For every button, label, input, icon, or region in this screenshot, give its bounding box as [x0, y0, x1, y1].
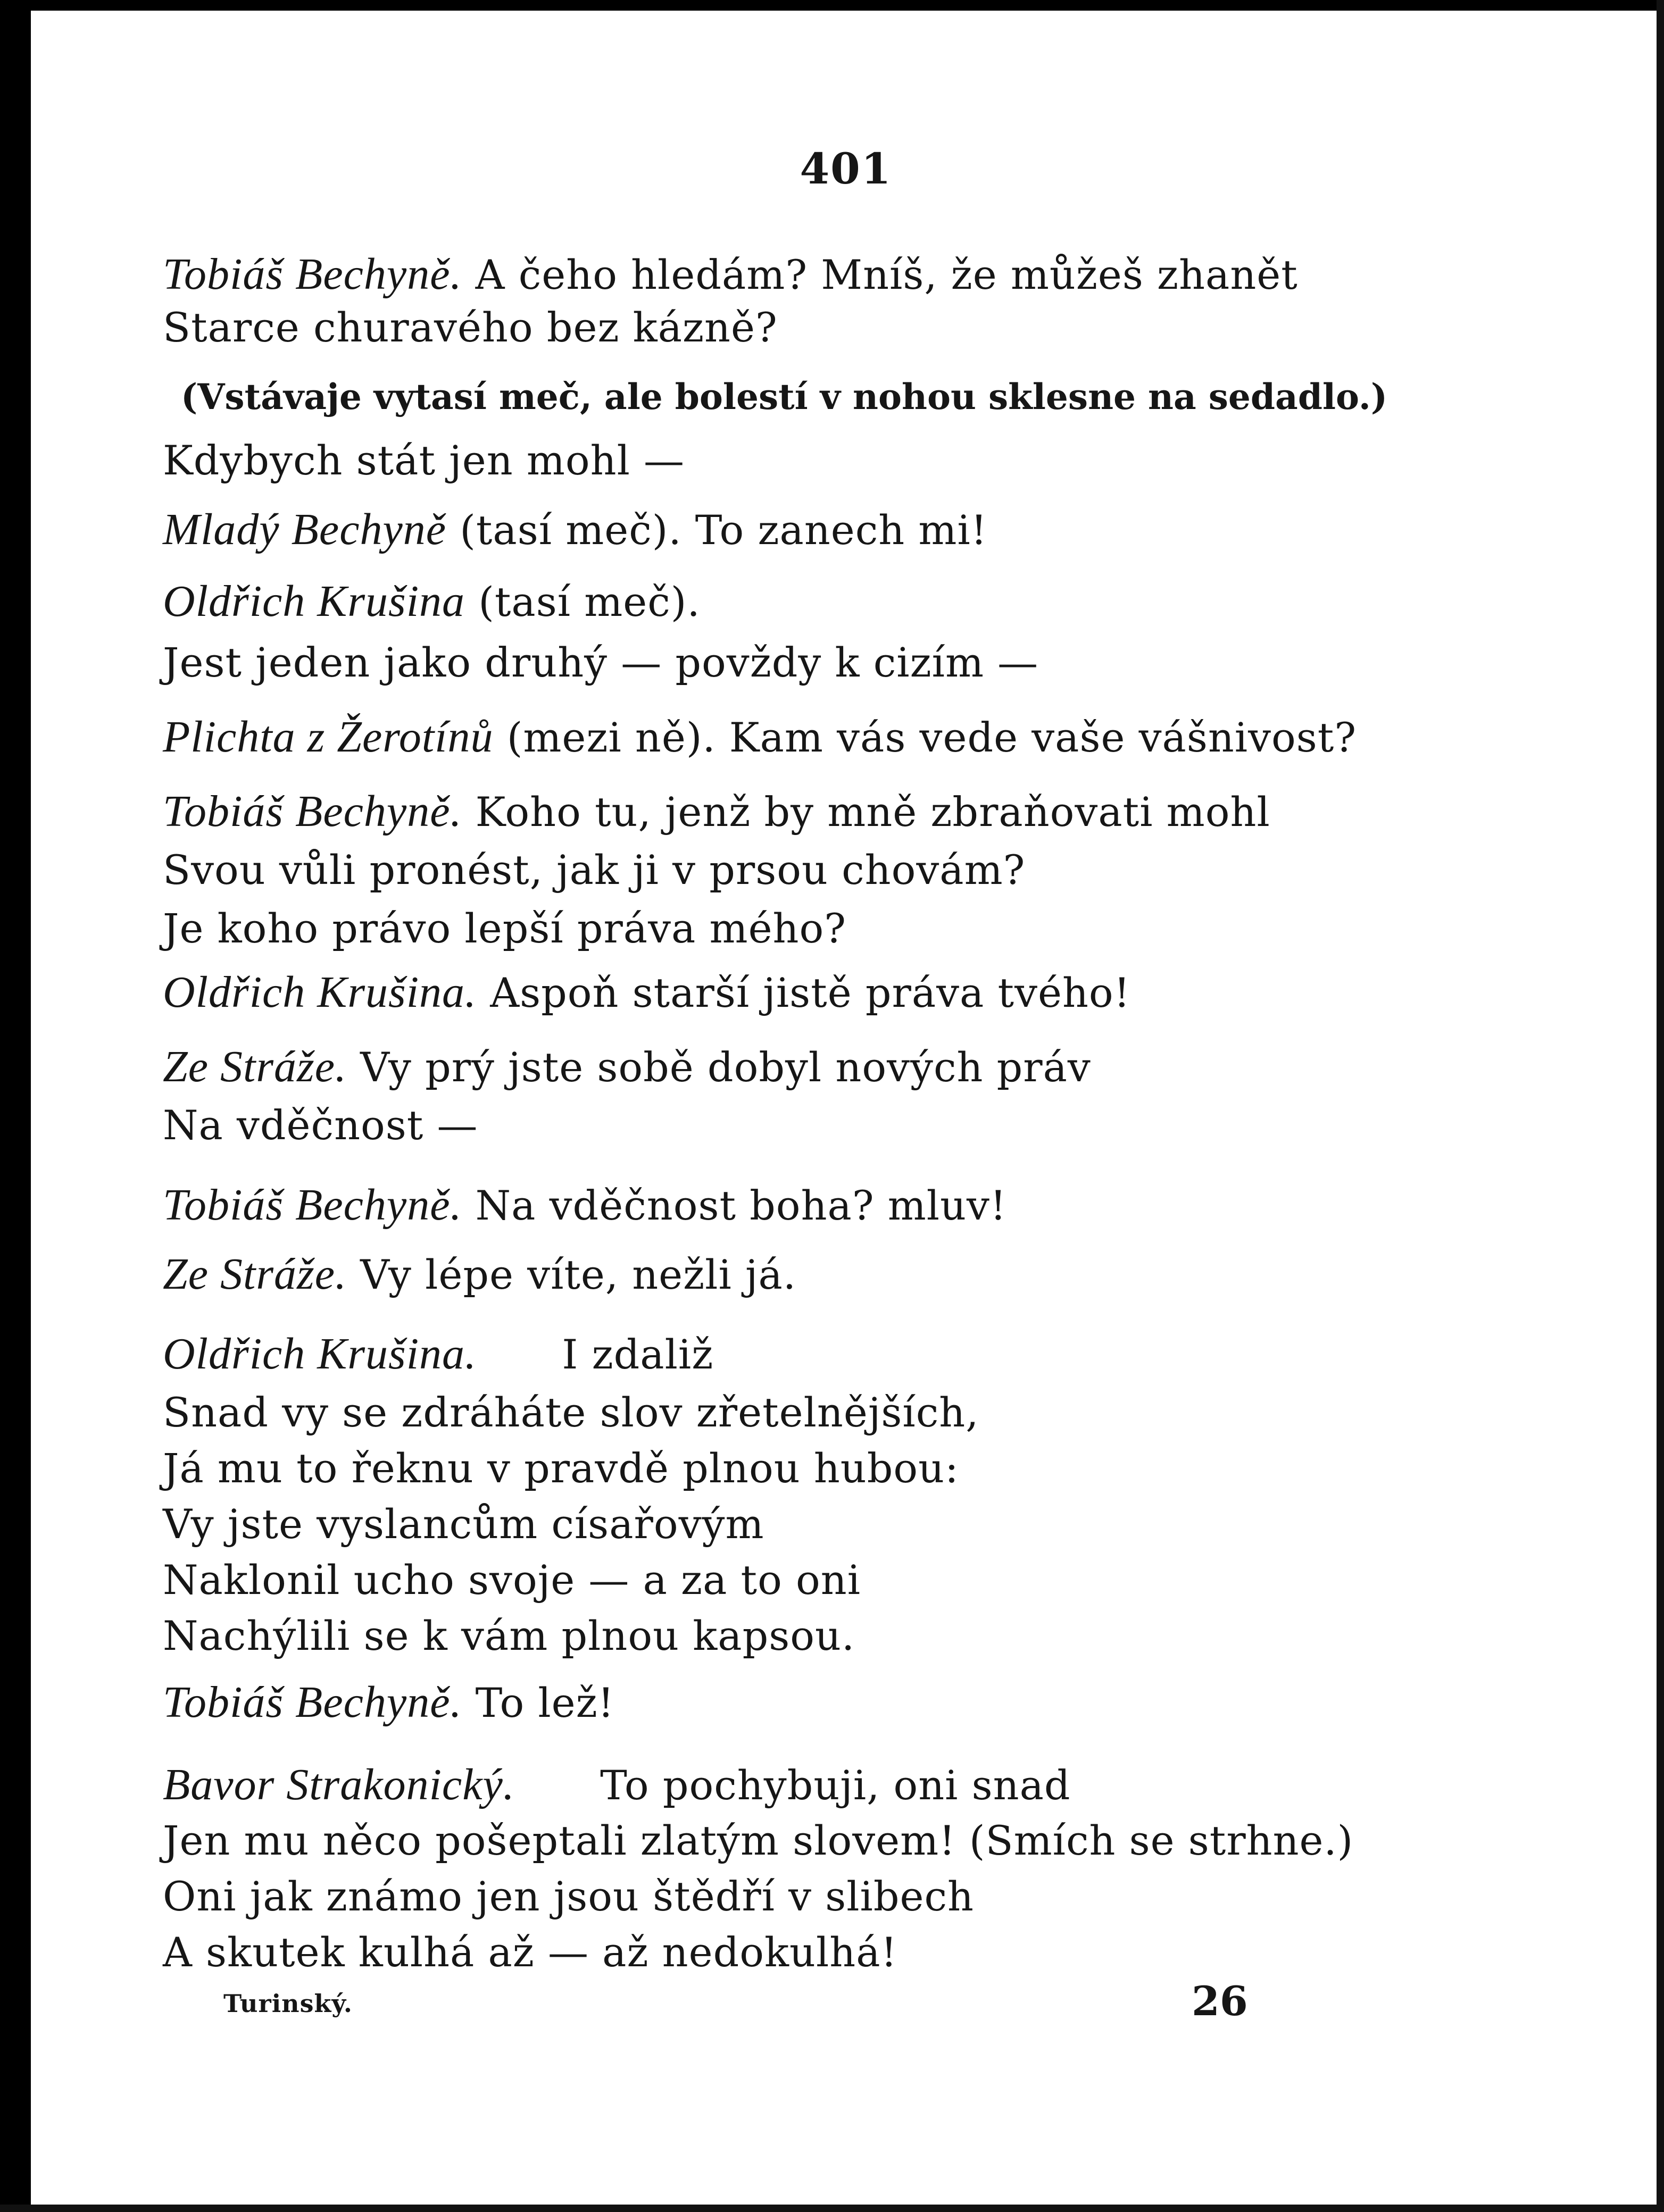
- text-line: [163, 638, 1038, 687]
- scan-border-left: [0, 0, 31, 2212]
- printer-signature: 26: [1192, 1977, 1248, 2025]
- speaker-name: Oldřich Krušina: [163, 577, 465, 626]
- speaker-name: Ze Stráže.: [163, 1042, 347, 1091]
- speaker-name: Oldřich Krušina.: [163, 967, 477, 1017]
- line-text: Starce churavého bez kázně?: [163, 304, 778, 351]
- text-line: [163, 436, 685, 485]
- line-text: Kdybych stát jen mohl —: [163, 437, 685, 484]
- text-line: [163, 1042, 1091, 1092]
- text-line: [163, 1872, 974, 1921]
- line-text: (mezi ně). Kam vás vede vaše vášnivost?: [506, 714, 1357, 761]
- speaker-name: Tobiáš Bechyně.: [163, 1677, 462, 1727]
- line-text: Naklonil ucho svoje — a za to oni: [163, 1556, 861, 1604]
- speaker-name: Ze Stráže.: [163, 1249, 347, 1299]
- line-text: Aspoň starší jistě práva tvého!: [490, 969, 1131, 1016]
- line-text: Jest jeden jako druhý — povždy k cizím —: [163, 639, 1039, 686]
- line-text: Na vděčnost boha? mluv!: [475, 1182, 1007, 1229]
- text-line: [163, 1556, 861, 1605]
- text-line: [163, 787, 1270, 837]
- line-text: To pochybuji, oni snad: [600, 1762, 1071, 1809]
- line-text: Nachýlili se k vám plnou kapsou.: [163, 1612, 855, 1659]
- footer-author: Turinský.: [223, 1989, 353, 2018]
- scan-border-top: [0, 0, 1664, 11]
- text-line: [163, 1388, 979, 1437]
- line-text: Oni jak známo jen jsou štědří v slibech: [163, 1873, 974, 1920]
- text-line: [163, 303, 778, 352]
- text-line: [163, 1816, 1353, 1865]
- line-text: Na vděčnost —: [163, 1101, 478, 1149]
- line-text: Svou vůli pronést, jak ji v prsou chovám?: [163, 846, 1026, 894]
- speaker-name: Mladý Bechyně: [163, 505, 447, 554]
- text-line: [163, 713, 1357, 762]
- page-number: 401: [800, 144, 892, 194]
- line-text: To lež!: [475, 1679, 615, 1726]
- scan-border-right: [1657, 0, 1664, 2212]
- text-line: [163, 1250, 796, 1299]
- line-text: Já mu to řeknu v pravdě plnou hubou:: [163, 1445, 959, 1492]
- text-line: [163, 1181, 1007, 1230]
- line-text: Je koho právo lepší práva mého?: [163, 905, 846, 952]
- text-line: [163, 1760, 1071, 1810]
- text-line: [163, 1928, 897, 1977]
- text-line: [163, 1612, 855, 1660]
- line-text: A skutek kulhá až — až nedokulhá!: [163, 1929, 898, 1976]
- line-text: Jen mu něco pošeptali zlatým slovem! (Smích se strhne.): [163, 1817, 1354, 1864]
- stage-direction: [181, 372, 1387, 421]
- speaker-name: Bavor Strakonický.: [163, 1760, 515, 1809]
- line-text: (Vstávaje vytasí meč, ale bolestí v nohou sklesne na sedadlo.): [181, 376, 1388, 418]
- speaker-name: Oldřich Krušina.: [163, 1329, 477, 1379]
- text-line: [163, 1678, 614, 1727]
- speaker-name: Plichta z Žerotínů: [163, 712, 494, 762]
- text-line: [163, 846, 1025, 895]
- text-line: [163, 505, 987, 555]
- line-text: Vy prý jste sobě dobyl nových práv: [360, 1044, 1091, 1091]
- line-text: (tasí meč).: [478, 578, 701, 625]
- scan-border-bottom: [0, 2205, 1664, 2212]
- text-line: [163, 1101, 478, 1150]
- line-text: A čeho hledám? Mníš, že můžeš zhanět: [475, 251, 1298, 298]
- text-line: [163, 904, 846, 953]
- line-text: Snad vy se zdráháte slov zřetelnějších,: [163, 1389, 979, 1436]
- text-line: [163, 1444, 959, 1493]
- line-text: (tasí meč). To zanech mi!: [460, 506, 988, 554]
- line-text: I zdaliž: [562, 1331, 714, 1378]
- speaker-name: Tobiáš Bechyně.: [163, 249, 462, 299]
- line-text: Vy lépe víte, nežli já.: [360, 1251, 796, 1298]
- speaker-name: Tobiáš Bechyně.: [163, 1180, 462, 1230]
- text-line: [163, 1330, 713, 1379]
- line-text: Koho tu, jenž by mně zbraňovati mohl: [475, 788, 1270, 836]
- speaker-name: Tobiáš Bechyně.: [163, 787, 462, 836]
- line-text: Vy jste vyslancům císařovým: [163, 1500, 764, 1548]
- text-line: [163, 1500, 764, 1549]
- text-line: [163, 577, 701, 627]
- text-line: [163, 250, 1298, 299]
- text-line: [163, 968, 1130, 1017]
